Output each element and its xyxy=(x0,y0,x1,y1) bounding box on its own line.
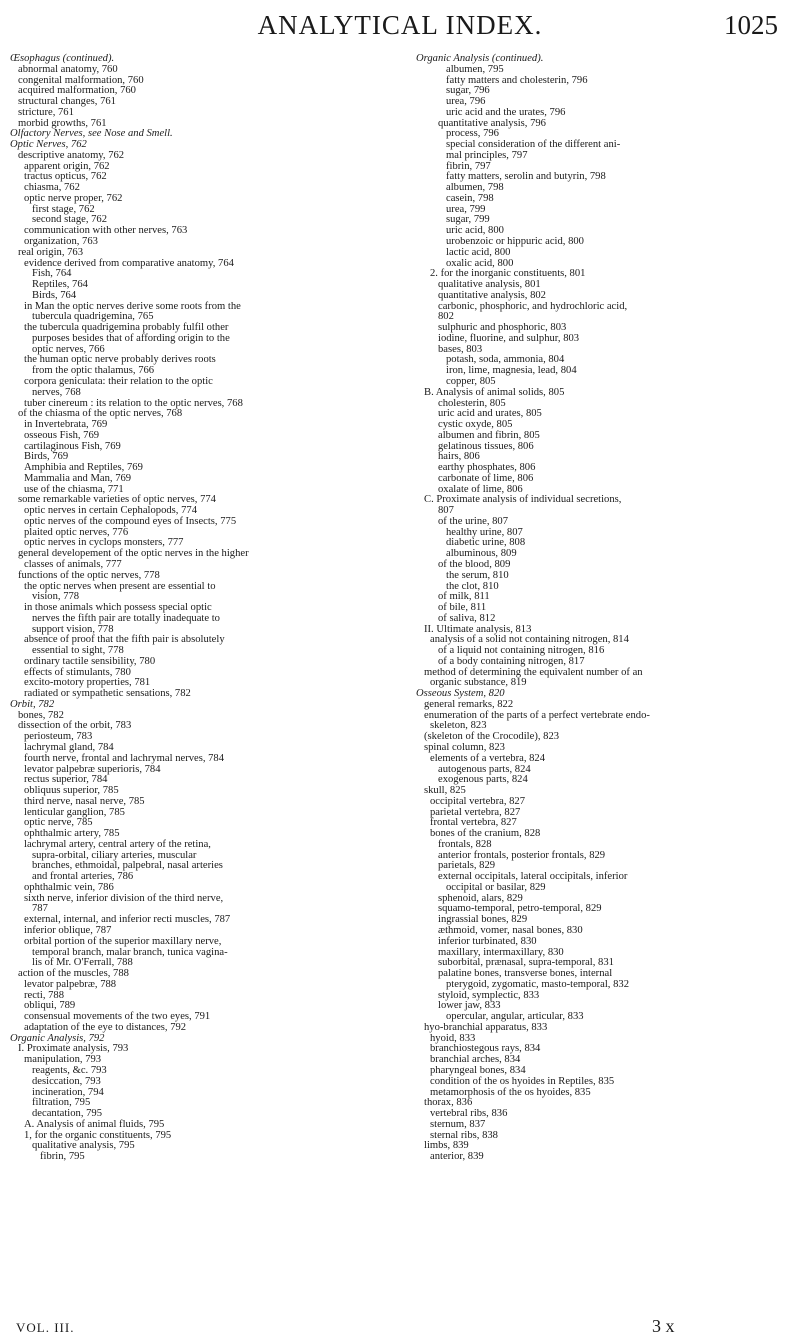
index-entry: chiasma, 762 xyxy=(24,182,80,194)
index-entry: parietals, 829 xyxy=(438,860,496,872)
index-entry: 802 xyxy=(438,311,454,323)
index-entry: qualitative analysis, 795 xyxy=(32,1140,135,1152)
index-entry: exogenous parts, 824 xyxy=(438,774,528,786)
index-entry: organic substance, 819 xyxy=(430,677,527,689)
index-entry: maxillary, intermaxillary, 830 xyxy=(438,946,564,958)
index-entry: of saliva, 812 xyxy=(438,612,496,624)
index-entry: uric acid, 800 xyxy=(446,225,504,237)
index-entry: sugar, 796 xyxy=(446,85,490,97)
index-entry: Reptiles, 764 xyxy=(32,279,88,291)
index-entry: lachrymal gland, 784 xyxy=(24,742,114,753)
index-entry: oxalic acid, 800 xyxy=(446,257,514,269)
index-entry: congenital malformation, 760 xyxy=(18,74,144,86)
index-entry: of a liquid not containing nitrogen, 816 xyxy=(438,645,605,657)
index-entry: uric acid and the urates, 796 xyxy=(446,106,566,118)
index-entry: of the blood, 809 xyxy=(438,558,511,570)
index-entry: oxalate of lime, 806 xyxy=(438,483,523,495)
index-entry: skull, 825 xyxy=(424,785,466,797)
index-entry: lactic acid, 800 xyxy=(446,246,511,258)
index-entry: of milk, 811 xyxy=(438,591,490,603)
index-entry: first stage, 762 xyxy=(32,203,95,215)
index-entry: tuber cinereum : its relation to the optic nerves, 768 xyxy=(24,397,243,409)
index-entry: casein, 798 xyxy=(446,192,494,204)
gathering-signature: 3 x xyxy=(652,1316,675,1336)
index-entry: optic nerves, 766 xyxy=(32,343,105,355)
index-entry: in those animals which possess special optic xyxy=(24,602,212,614)
index-entry: bones of the cranium, 828 xyxy=(430,828,541,840)
index-heading: Œsophagus (continued). xyxy=(10,53,115,64)
index-entry: osseous Fish, 769 xyxy=(24,429,100,441)
index-entry: ingrassial bones, 829 xyxy=(438,914,528,926)
index-entry: lenticular ganglion, 785 xyxy=(24,806,125,818)
index-entry: evidence derived from comparative anatomy, 764 xyxy=(24,257,234,269)
index-entry: of bile, 811 xyxy=(438,602,487,614)
index-entry: mal principles, 797 xyxy=(446,149,528,161)
index-entry: fatty matters, serolin and butyrin, 798 xyxy=(446,171,606,183)
index-column-right xyxy=(416,54,796,1163)
index-entry: stricture, 761 xyxy=(18,106,74,118)
index-entry: process, 796 xyxy=(446,128,499,140)
index-entry: special consideration of the different ani- xyxy=(446,139,621,151)
index-entry: anterior, 839 xyxy=(430,1151,484,1163)
index-entry: quantitative analysis, 796 xyxy=(438,117,546,129)
index-entry: sixth nerve, inferior division of the third nerve, xyxy=(24,892,224,904)
index-entry: limbs, 839 xyxy=(424,1140,469,1152)
index-entry: external, internal, and inferior recti muscles, 787 xyxy=(24,914,231,926)
index-entry: cartilaginous Fish, 769 xyxy=(24,440,121,452)
index-entry: Birds, 769 xyxy=(24,451,69,463)
index-entry: the tubercula quadrigemina probably fulfil other xyxy=(24,322,229,334)
index-entry: æthmoid, vomer, nasal bones, 830 xyxy=(438,925,583,937)
index-entry: support vision, 778 xyxy=(32,623,114,635)
index-entry: purposes besides that of affording origin to the xyxy=(32,332,230,344)
index-entry: 2. for the inorganic constituents, 801 xyxy=(430,268,586,280)
index-entry: bones, 782 xyxy=(18,709,64,721)
index-entry: temporal branch, malar branch, tunica vagina- xyxy=(32,946,228,958)
index-entry: occipital vertebra, 827 xyxy=(430,795,526,807)
index-heading: Orbit, 782 xyxy=(10,698,55,710)
index-entry: the serum, 810 xyxy=(446,569,509,581)
index-entry: albumen, 798 xyxy=(446,182,504,194)
index-entry: rectus superior, 784 xyxy=(24,774,108,786)
index-entry: spinal column, 823 xyxy=(424,742,505,753)
index-entry: absence of proof that the fifth pair is absolutely xyxy=(24,634,225,646)
index-entry: of a body containing nitrogen, 817 xyxy=(438,655,585,667)
index-entry: optic nerve, 785 xyxy=(24,817,93,829)
index-entry: the optic nerves when present are essential to xyxy=(24,580,216,592)
index-entry: healthy urine, 807 xyxy=(446,526,523,538)
index-entry: sternum, 837 xyxy=(430,1118,486,1130)
index-entry: sugar, 799 xyxy=(446,214,490,226)
index-entry: gelatinous tissues, 806 xyxy=(438,440,534,452)
page-header xyxy=(0,6,800,46)
index-entry: II. Ultimate analysis, 813 xyxy=(424,623,532,635)
index-entry: inferior oblique, 787 xyxy=(24,925,112,937)
index-entry: lis of Mr. O'Ferrall, 788 xyxy=(32,957,133,969)
index-entry: optic nerves in certain Cephalopods, 774 xyxy=(24,505,197,517)
index-entry: use of the chiasma, 771 xyxy=(24,483,124,495)
index-entry: supra-orbital, ciliary arteries, muscular xyxy=(32,849,197,861)
index-entry: incineration, 794 xyxy=(32,1086,104,1098)
index-entry: some remarkable varieties of optic nerves, 774 xyxy=(18,494,216,506)
index-entry: the clot, 810 xyxy=(446,580,499,592)
index-entry: occipital or basilar, 829 xyxy=(446,881,546,893)
index-entry: second stage, 762 xyxy=(32,214,108,226)
index-entry: real origin, 763 xyxy=(18,246,84,258)
index-entry: ophthalmic vein, 786 xyxy=(24,881,114,893)
page-number: 1025 xyxy=(724,10,778,40)
index-entry: optic nerve proper, 762 xyxy=(24,192,123,204)
index-entry: Birds, 764 xyxy=(32,289,77,301)
index-entry: in Man the optic nerves derive some roots from the xyxy=(24,300,241,312)
index-entry: communication with other nerves, 763 xyxy=(24,225,188,237)
index-entry: filtration, 795 xyxy=(32,1097,91,1109)
index-entry: qualitative analysis, 801 xyxy=(438,279,541,291)
index-entry: obliquus superior, 785 xyxy=(24,785,119,797)
index-entry: tractus opticus, 762 xyxy=(24,171,107,183)
index-entry: nerves, 768 xyxy=(32,386,81,398)
index-entry: cystic oxyde, 805 xyxy=(438,419,513,431)
index-entry: sphenoid, alars, 829 xyxy=(438,892,523,904)
index-entry: manipulation, 793 xyxy=(24,1054,102,1066)
index-entry: urobenzoic or hippuric acid, 800 xyxy=(446,236,584,248)
index-entry: consensual movements of the two eyes, 791 xyxy=(24,1011,211,1023)
index-entry: optic nerves in cyclops monsters, 777 xyxy=(24,537,184,549)
index-entry: thorax, 836 xyxy=(424,1097,473,1109)
index-entry: apparent origin, 762 xyxy=(24,160,110,172)
index-entry: orbital portion of the superior maxillary nerve, xyxy=(24,935,222,947)
index-entry: fatty matters and cholesterin, 796 xyxy=(446,74,588,86)
index-entry: quantitative analysis, 802 xyxy=(438,289,546,301)
index-entry: abnormal anatomy, 760 xyxy=(18,63,118,75)
index-entry: vertebral ribs, 836 xyxy=(430,1108,508,1120)
index-entry: condition of the os hyoides in Reptiles, 835 xyxy=(430,1075,615,1087)
index-entry: enumeration of the parts of a perfect vertebrate endo- xyxy=(424,709,650,721)
index-entry: radiated or sympathetic sensations, 782 xyxy=(24,688,191,700)
index-entry: acquired malformation, 760 xyxy=(18,85,136,97)
index-entry: Amphibia and Reptiles, 769 xyxy=(24,462,143,474)
index-entry: B. Analysis of animal solids, 805 xyxy=(424,386,565,398)
index-entry: palatine bones, transverse bones, internal xyxy=(438,968,613,980)
index-entry: branches, ethmoidal, palpebral, nasal arteries xyxy=(32,860,223,872)
index-entry: A. Analysis of animal fluids, 795 xyxy=(24,1118,165,1130)
index-entry: elements of a vertebra, 824 xyxy=(430,752,546,764)
index-entry: urea, 796 xyxy=(446,96,486,108)
index-entry: organization, 763 xyxy=(24,236,98,248)
index-entry: in Invertebrata, 769 xyxy=(24,419,108,431)
index-heading: Osseous System, 820 xyxy=(416,688,505,700)
index-entry: albumen, 795 xyxy=(446,63,504,75)
index-entry: excito-motory properties, 781 xyxy=(24,677,151,689)
index-entry: dissection of the orbit, 783 xyxy=(18,720,132,732)
index-entry: levator palpebræ superioris, 784 xyxy=(24,763,161,775)
index-entry: hyoid, 833 xyxy=(430,1032,476,1044)
index-entry: (skeleton of the Crocodile), 823 xyxy=(424,731,560,743)
index-entry: nerves the fifth pair are totally inadequate to xyxy=(32,612,220,624)
index-entry: iodine, fluorine, and sulphur, 803 xyxy=(438,332,580,344)
index-entry: I. Proximate analysis, 793 xyxy=(18,1043,129,1055)
index-entry: parietal vertebra, 827 xyxy=(430,806,521,818)
index-entry: third nerve, nasal nerve, 785 xyxy=(24,795,145,807)
index-entry: hairs, 806 xyxy=(438,451,480,463)
index-entry: descriptive anatomy, 762 xyxy=(18,149,125,161)
index-entry: the human optic nerve probably derives roots xyxy=(24,354,216,366)
index-entry: opercular, angular, articular, 833 xyxy=(446,1011,584,1023)
index-entry: vision, 778 xyxy=(32,591,80,603)
index-entry: squamo-temporal, petro-temporal, 829 xyxy=(438,903,602,915)
index-entry: structural changes, 761 xyxy=(18,96,116,108)
index-entry: copper, 805 xyxy=(446,375,496,387)
index-entry: essential to sight, 778 xyxy=(32,645,124,657)
index-entry: Mammalia and Man, 769 xyxy=(24,472,132,484)
index-entry: frontal vertebra, 827 xyxy=(430,817,517,829)
index-entry: functions of the optic nerves, 778 xyxy=(18,569,160,581)
index-heading: Optic Nerves, 762 xyxy=(10,139,87,151)
index-entry: pterygoid, zygomatic, masto-temporal, 832 xyxy=(446,978,629,990)
index-entry: skeleton, 823 xyxy=(430,720,487,732)
running-title: ANALYTICAL INDEX. xyxy=(257,10,543,40)
index-column-left xyxy=(10,54,390,1163)
index-entry: bases, 803 xyxy=(438,343,483,355)
volume-signature: VOL. III. xyxy=(16,1320,75,1335)
index-entry: obliqui, 789 xyxy=(24,1000,76,1012)
index-entry: morbid growths, 761 xyxy=(18,117,107,129)
index-entry: general developement of the optic nerves in the higher xyxy=(18,548,249,560)
index-entry: hyo-branchial apparatus, 833 xyxy=(424,1021,548,1033)
index-entry: and frontal arteries, 786 xyxy=(32,871,134,883)
index-entry: pharyngeal bones, 834 xyxy=(430,1064,526,1076)
index-heading: Organic Analysis, 792 xyxy=(10,1032,105,1044)
index-entry: classes of animals, 777 xyxy=(24,558,122,570)
index-entry: suborbital, prænasal, supra-temporal, 831 xyxy=(438,957,614,969)
index-heading: Olfactory Nerves, see Nose and Smell. xyxy=(10,128,173,140)
index-entry: periosteum, 783 xyxy=(24,731,93,743)
index-entry: fourth nerve, frontal and lachrymal nerves, 784 xyxy=(24,752,225,764)
index-entry: Fish, 764 xyxy=(32,268,72,280)
index-entry: recti, 788 xyxy=(24,989,65,1001)
index-entry: autogenous parts, 824 xyxy=(438,763,531,775)
index-entry: anterior frontals, posterior frontals, 829 xyxy=(438,849,606,861)
index-entry: iron, lime, magnesia, lead, 804 xyxy=(446,365,577,377)
index-heading: Organic Analysis (continued). xyxy=(416,53,544,64)
index-entry: reagents, &c. 793 xyxy=(32,1064,107,1076)
index-entry: lower jaw, 833 xyxy=(438,1000,501,1012)
index-entry: plaited optic nerves, 776 xyxy=(24,526,129,538)
index-entry: ophthalmic artery, 785 xyxy=(24,828,120,840)
index-entry: corpora geniculata: their relation to the optic xyxy=(24,375,213,387)
index-entry: action of the muscles, 788 xyxy=(18,968,129,980)
index-entry: branchiostegous rays, 834 xyxy=(430,1043,541,1055)
index-entry: lachrymal artery, central artery of the retina, xyxy=(24,838,211,850)
index-entry: sulphuric and phosphoric, 803 xyxy=(438,322,567,334)
index-entry: carbonate of lime, 806 xyxy=(438,472,534,484)
index-entry: fibrin, 795 xyxy=(40,1151,85,1163)
index-entry: 787 xyxy=(32,903,48,915)
index-entry: urea, 799 xyxy=(446,203,486,215)
index-entry: inferior turbinated, 830 xyxy=(438,935,537,947)
index-entry: sternal ribs, 838 xyxy=(430,1129,498,1141)
index-entry: branchial arches, 834 xyxy=(430,1054,521,1066)
index-entry: C. Proximate analysis of individual secretions, xyxy=(424,494,622,506)
index-entry: diabetic urine, 808 xyxy=(446,537,526,549)
index-entry: effects of stimulants, 780 xyxy=(24,666,131,678)
index-entry: of the urine, 807 xyxy=(438,515,509,527)
index-entry: earthy phosphates, 806 xyxy=(438,462,536,474)
index-entry: decantation, 795 xyxy=(32,1108,103,1120)
index-entry: method of determining the equivalent number of an xyxy=(424,666,643,678)
index-entry: from the optic thalamus, 766 xyxy=(32,365,155,377)
index-entry: albuminous, 809 xyxy=(446,548,517,560)
index-entry: ordinary tactile sensibility, 780 xyxy=(24,655,156,667)
index-entry: metamorphosis of the os hyoides, 835 xyxy=(430,1086,591,1098)
index-entry: cholesterin, 805 xyxy=(438,397,506,409)
index-entry: adaptation of the eye to distances, 792 xyxy=(24,1021,187,1033)
index-entry: potash, soda, ammonia, 804 xyxy=(446,354,565,366)
index-entry: 807 xyxy=(438,505,454,517)
index-entry: optic nerves of the compound eyes of Insects, 775 xyxy=(24,515,237,527)
index-entry: uric acid and urates, 805 xyxy=(438,408,542,420)
index-entry: analysis of a solid not containing nitrogen, 814 xyxy=(430,634,629,646)
index-entry: of the chiasma of the optic nerves, 768 xyxy=(18,408,183,420)
index-entry: carbonic, phosphoric, and hydrochloric acid, xyxy=(438,300,628,312)
index-entry: albumen and fibrin, 805 xyxy=(438,429,540,441)
index-entry: fibrin, 797 xyxy=(446,160,491,172)
index-entry: styloid, symplectic, 833 xyxy=(438,989,540,1001)
index-entry: external occipitals, lateral occipitals, inferior xyxy=(438,871,628,883)
index-entry: general remarks, 822 xyxy=(424,698,514,710)
index-entry: desiccation, 793 xyxy=(32,1075,101,1087)
index-entry: 1, for the organic constituents, 795 xyxy=(24,1129,172,1141)
index-entry: frontals, 828 xyxy=(438,838,492,850)
index-entry: tubercula quadrigemina, 765 xyxy=(32,311,154,323)
index-entry: levator palpebræ, 788 xyxy=(24,978,117,990)
